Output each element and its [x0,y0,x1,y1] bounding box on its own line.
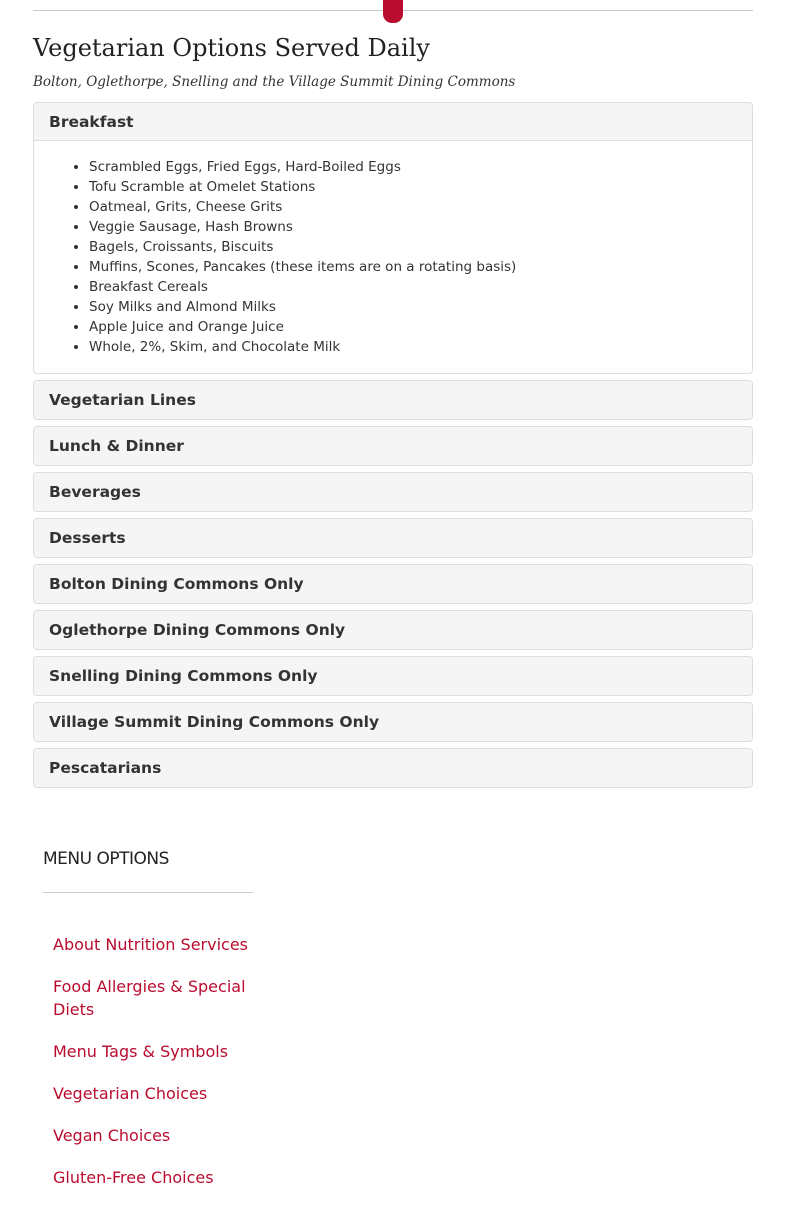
panel-heading-beverages[interactable]: Beverages [34,473,752,511]
panel-pescatarians [33,748,753,788]
link-vegetarian-choices[interactable]: Vegetarian Choices [53,1084,208,1103]
panel-body-breakfast [34,141,752,373]
panel-vegetarian-lines [33,380,753,420]
menu-options-item [53,1082,253,1105]
menu-options-item [53,1040,253,1063]
top-accent-tab [383,0,403,23]
link-vegan-choices[interactable]: Vegan Choices [53,1126,171,1145]
list-item: • Muffins, Scones, Pancakes (these items are on a rotating basis) [89,257,737,277]
panel-oglethorpe-only [33,610,753,650]
menu-options-item [53,933,253,956]
breakfast-list [49,157,737,357]
link-menu-tags-symbols[interactable]: Menu Tags & Symbols [53,1042,229,1061]
panel-snelling-only [33,656,753,696]
list-item: • Tofu Scramble at Omelet Stations [89,177,737,197]
panel-heading-desserts[interactable]: Desserts [34,519,752,557]
menu-options-title: MENU OPTIONS [43,849,169,869]
menu-options-item [53,1124,253,1147]
panel-lunch-dinner [33,426,753,466]
list-item: • Soy Milks and Almond Milks [89,297,737,317]
menu-options-item [53,1166,253,1189]
list-item: • Breakfast Cereals [89,277,737,297]
menu-options-list [43,933,253,1189]
page-subtitle: Bolton, Oglethorpe, Snelling and the Village Summit Dining Commons [33,74,516,90]
panel-heading-oglethorpe-only[interactable]: Oglethorpe Dining Commons Only [34,611,752,649]
accordion [33,102,753,794]
link-food-allergies-special-diets[interactable]: Food Allergies & Special Diets [53,977,246,1019]
panel-bolton-only [33,564,753,604]
panel-heading-pescatarians[interactable]: Pescatarians [34,749,752,787]
list-item: • Oatmeal, Grits, Cheese Grits [89,197,737,217]
link-gluten-free-choices[interactable]: Gluten-Free Choices [53,1168,214,1187]
list-item: • Veggie Sausage, Hash Browns [89,217,737,237]
menu-options-item [53,975,253,1021]
panel-heading-breakfast[interactable]: Breakfast [34,103,752,141]
panel-heading-snelling-only[interactable]: Snelling Dining Commons Only [34,657,752,695]
panel-village-summit-only [33,702,753,742]
link-about-nutrition-services[interactable]: About Nutrition Services [53,935,248,954]
panel-beverages [33,472,753,512]
panel-breakfast [33,102,753,374]
panel-heading-village-summit-only[interactable]: Village Summit Dining Commons Only [34,703,752,741]
panel-desserts [33,518,753,558]
menu-options-divider [43,892,253,893]
list-item: • Apple Juice and Orange Juice [89,317,737,337]
panel-heading-vegetarian-lines[interactable]: Vegetarian Lines [34,381,752,419]
list-item: • Scrambled Eggs, Fried Eggs, Hard-Boiled Eggs [89,157,737,177]
list-item: • Bagels, Croissants, Biscuits [89,237,737,257]
panel-heading-lunch-dinner[interactable]: Lunch & Dinner [34,427,752,465]
menu-options-sidebar [43,846,253,1208]
page-title: Vegetarian Options Served Daily [33,34,430,62]
panel-heading-bolton-only[interactable]: Bolton Dining Commons Only [34,565,752,603]
list-item: • Whole, 2%, Skim, and Chocolate Milk [89,337,737,357]
